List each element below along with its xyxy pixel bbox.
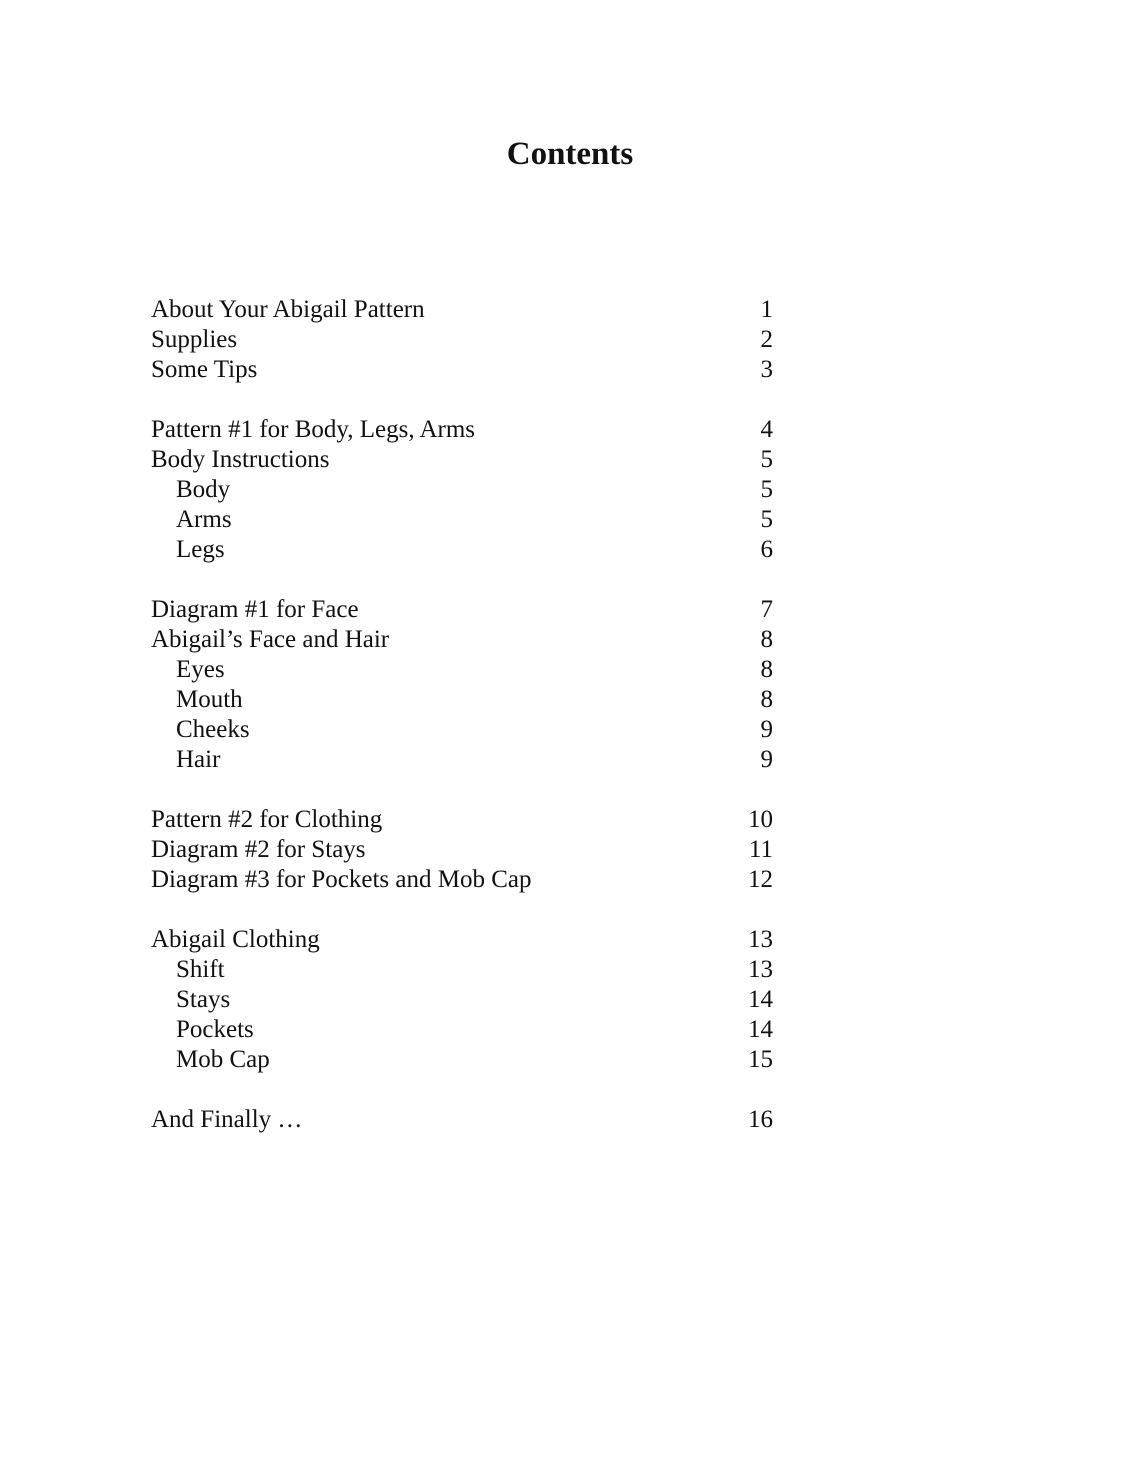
toc-section — [151, 1105, 781, 1135]
toc-entry — [151, 835, 781, 865]
toc-entry-label: Abigail Clothing — [151, 926, 320, 953]
toc-entry — [151, 805, 781, 835]
toc-page-number: 14 — [748, 986, 773, 1013]
toc-entry — [151, 325, 781, 355]
toc-subentry — [151, 985, 781, 1015]
table-of-contents — [151, 295, 781, 1165]
toc-page-number: 9 — [760, 746, 773, 773]
toc-page-number: 13 — [748, 956, 773, 983]
toc-page-number: 8 — [760, 656, 773, 683]
toc-page-number: 8 — [760, 626, 773, 653]
toc-entry — [151, 295, 781, 325]
toc-page-number: 15 — [748, 1046, 773, 1073]
toc-entry — [151, 595, 781, 625]
toc-entry-label: Abigail’s Face and Hair — [151, 626, 390, 653]
toc-page-number: 10 — [748, 806, 773, 833]
toc-subentry — [151, 745, 781, 775]
toc-entry-label: Stays — [176, 986, 231, 1013]
toc-subentry — [151, 505, 781, 535]
toc-page-number: 16 — [748, 1106, 773, 1133]
toc-entry-label: Supplies — [151, 326, 238, 353]
toc-entry — [151, 355, 781, 385]
toc-entry — [151, 865, 781, 895]
toc-page-number: 7 — [760, 596, 773, 623]
toc-section — [151, 295, 781, 385]
toc-page-number: 6 — [760, 536, 773, 563]
toc-page-number: 5 — [760, 446, 773, 473]
toc-entry-label: About Your Abigail Pattern — [151, 296, 425, 323]
toc-section — [151, 595, 781, 775]
toc-entry-label: Body Instructions — [151, 446, 330, 473]
toc-section — [151, 415, 781, 565]
toc-entry-label: Pattern #2 for Clothing — [151, 806, 383, 833]
toc-page-number: 8 — [760, 686, 773, 713]
toc-page-number: 11 — [748, 836, 773, 863]
toc-entry — [151, 445, 781, 475]
toc-entry — [151, 415, 781, 445]
toc-entry-label: Pattern #1 for Body, Legs, Arms — [151, 416, 476, 443]
toc-entry-label: Diagram #1 for Face — [151, 596, 359, 623]
toc-subentry — [151, 475, 781, 505]
page-title: Contents — [506, 136, 634, 172]
toc-subentry — [151, 715, 781, 745]
toc-page-number: 2 — [760, 326, 773, 353]
toc-subentry — [151, 685, 781, 715]
toc-entry-label: Legs — [176, 536, 225, 563]
toc-section — [151, 805, 781, 895]
toc-entry-label: Eyes — [176, 656, 225, 683]
toc-subentry — [151, 1045, 781, 1075]
toc-page-number: 5 — [760, 476, 773, 503]
toc-entry-label: Mouth — [176, 686, 243, 713]
toc-entry-label: Shift — [176, 956, 225, 983]
toc-page-number: 3 — [760, 356, 773, 383]
toc-page-number: 4 — [760, 416, 773, 443]
toc-entry-label: Arms — [176, 506, 232, 533]
toc-entry-label: Diagram #3 for Pockets and Mob Cap — [151, 866, 532, 893]
toc-page-number: 13 — [748, 926, 773, 953]
toc-page-number: 1 — [760, 296, 773, 323]
toc-entry — [151, 1105, 781, 1135]
toc-entry — [151, 925, 781, 955]
toc-entry-label: Cheeks — [176, 716, 250, 743]
toc-page-number: 14 — [748, 1016, 773, 1043]
toc-entry-label: Mob Cap — [176, 1046, 270, 1073]
toc-entry-label: Pockets — [176, 1016, 254, 1043]
toc-entry-label: And Finally … — [151, 1106, 303, 1133]
toc-section — [151, 925, 781, 1075]
toc-page-number: 9 — [760, 716, 773, 743]
toc-subentry — [151, 1015, 781, 1045]
toc-page-number: 5 — [760, 506, 773, 533]
toc-entry-label: Body — [176, 476, 231, 503]
toc-entry-label: Diagram #2 for Stays — [151, 836, 366, 863]
toc-page-number: 12 — [748, 866, 773, 893]
toc-subentry — [151, 655, 781, 685]
toc-subentry — [151, 955, 781, 985]
toc-entry — [151, 625, 781, 655]
toc-entry-label: Hair — [176, 746, 221, 773]
toc-subentry — [151, 535, 781, 565]
toc-entry-label: Some Tips — [151, 356, 258, 383]
